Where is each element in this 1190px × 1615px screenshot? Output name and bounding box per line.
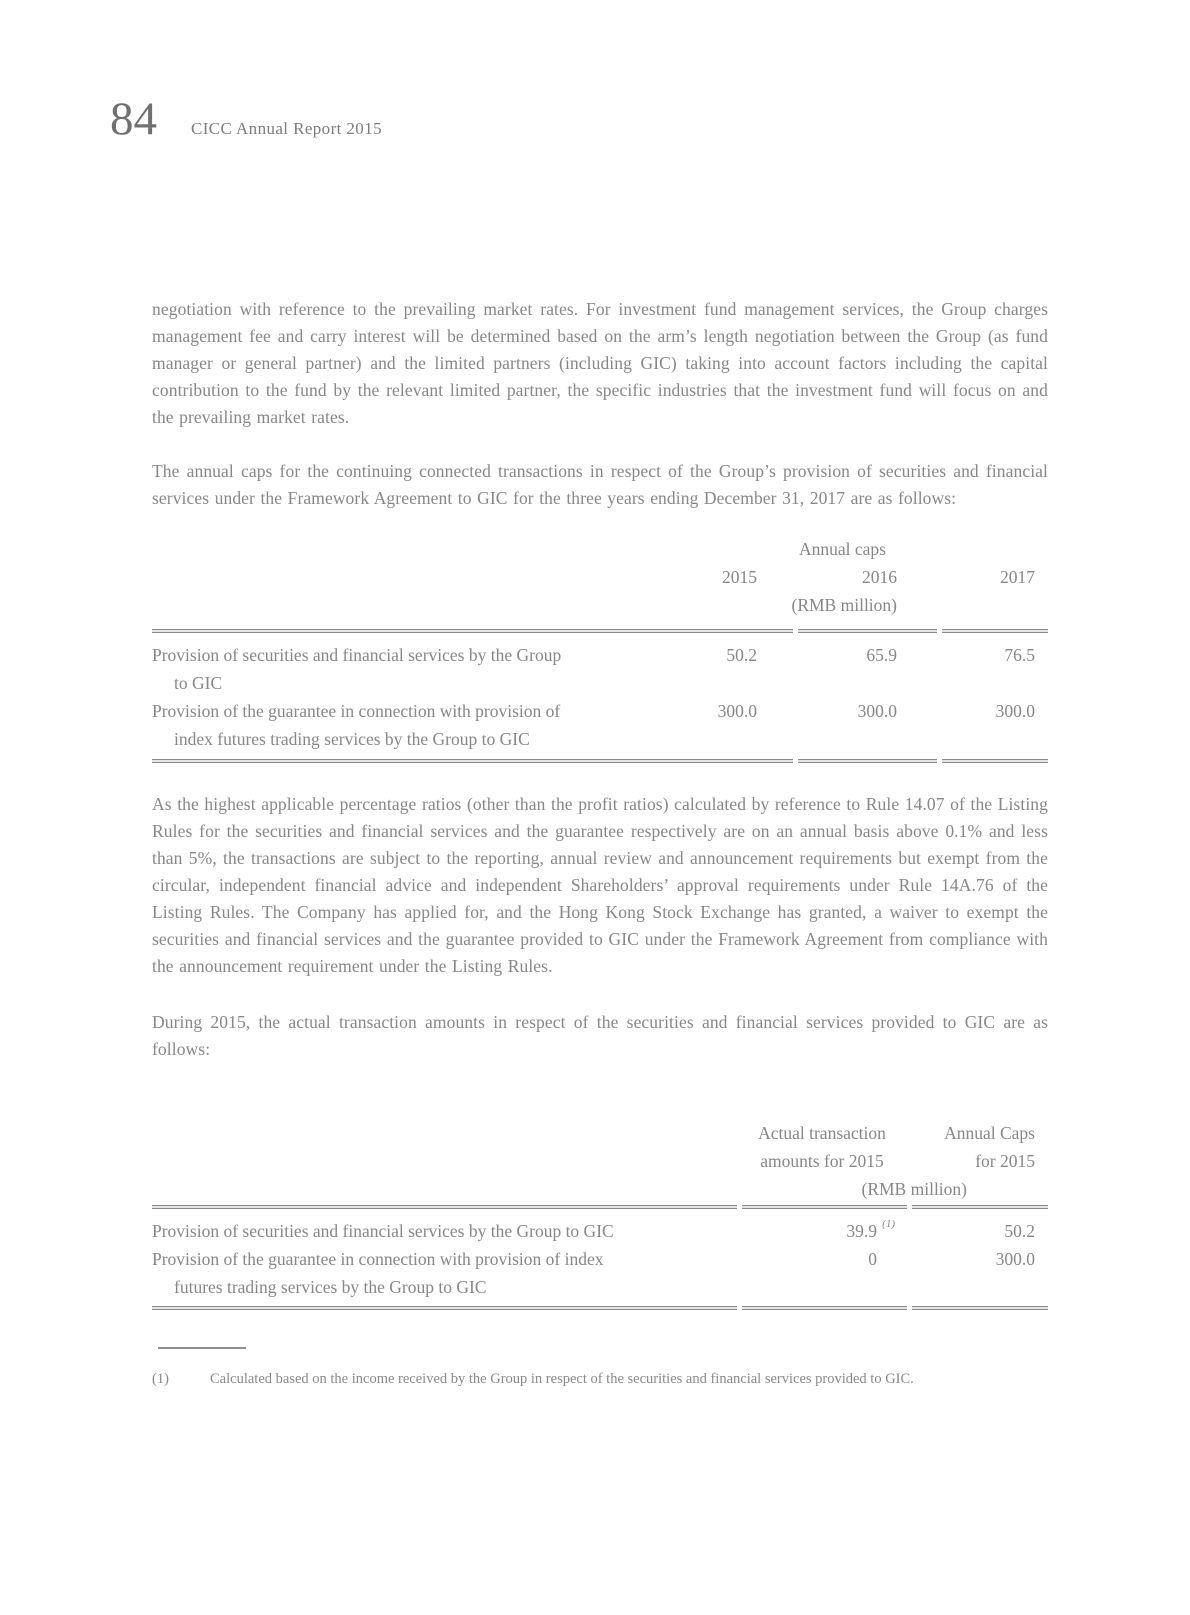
row-label-line2: index futures trading services by the Group to GIC: [174, 729, 530, 749]
cell-value: 65.9: [866, 645, 897, 665]
cell-value: 300.0: [995, 1249, 1035, 1269]
paragraph-annual-caps-intro: The annual caps for the continuing connected transactions in respect of the Group’s provision of securities and financial services under the Framework Agreement to GIC for the three years ending December 31, 2017 are as follows:: [152, 461, 1048, 508]
table-top-rule: [152, 629, 1048, 633]
row-label: [152, 697, 655, 753]
row-label-line1: Provision of the guarantee in connection with provision of: [152, 701, 561, 721]
actual-transactions-table: [152, 1119, 1048, 1310]
cell-value: 300.0: [857, 701, 897, 721]
table-row: [152, 697, 1048, 753]
row-label-line2: futures trading services by the Group to GIC: [174, 1277, 487, 1297]
table-header-row-line2: [152, 1147, 1048, 1175]
table-bottom-rule: [152, 759, 1048, 763]
cell-value: 300.0: [717, 701, 757, 721]
cell-value: 76.5: [1004, 645, 1035, 665]
row-label-line1: Provision of securities and financial services by the Group: [152, 645, 562, 665]
column-header-actual-transaction-line2: amounts for 2015: [760, 1151, 884, 1171]
table-caption: Annual caps: [799, 539, 886, 559]
row-label: [152, 1217, 737, 1245]
paragraph-listing-rules: As the highest applicable percentage ratios (other than the profit ratios) calculated by reference to Rule 14.07 of the Listing Rules for the securities and financial services and the guarantee respectively are on an annual basis above 0.1% and less than 5%, the transactions are subject to the reporting, annual review and announcement requirements but exempt from the circular, independent financial advice and independent Shareholders’ approval requirements under Rule 14A.76 of the Listing Rules. The Company has applied for, and the Hong Kong Stock Exchange has granted, a waiver to exempt the securities and financial services and the guarantee provided to GIC under the Framework Agreement from compliance with the announcement requirement under the Listing Rules.: [152, 794, 1048, 976]
table-header-row-line1: [152, 1119, 1048, 1147]
paragraph-actual-transactions-intro: During 2015, the actual transaction amounts in respect of the securities and financial services provided to GIC are as follows:: [152, 1012, 1048, 1059]
footnote-separator: [158, 1347, 246, 1349]
rule-segment: [152, 1205, 737, 1209]
cell-number: 0: [868, 1249, 877, 1269]
column-header-annual-caps: Annual Caps: [944, 1123, 1035, 1143]
row-label-line2: to GIC: [174, 673, 223, 693]
page-content: [152, 0, 1048, 1389]
column-header-actual-transaction: Actual transaction: [758, 1123, 886, 1143]
row-label: [152, 641, 655, 697]
table-year-header-row: [152, 563, 1048, 591]
annual-caps-table: [152, 535, 1048, 763]
rule-segment: [152, 1306, 737, 1310]
rule-segment: [942, 629, 1048, 633]
cell-value: 50.2: [726, 645, 757, 665]
table-row: [152, 1217, 1048, 1245]
row-label: [152, 1245, 737, 1301]
table-row: [152, 641, 1048, 697]
column-header-annual-caps-line2: for 2015: [975, 1151, 1035, 1171]
cell-value: [737, 1217, 907, 1245]
footnote-text: Calculated based on the income received by the Group in respect of the securities and financial services provided to GIC.: [210, 1371, 914, 1387]
row-label-line1: Provision of securities and financial services by the Group to GIC: [152, 1221, 614, 1241]
row-label-line1: Provision of the guarantee in connection with provision of index: [152, 1249, 604, 1269]
rule-segment: [742, 1205, 907, 1209]
rule-segment: [152, 629, 793, 633]
table-unit-label: (RMB million): [861, 1179, 967, 1199]
footnote: [152, 1369, 1048, 1389]
rule-segment: [798, 629, 937, 633]
rule-segment: [152, 759, 793, 763]
column-header-2016: 2016: [862, 567, 897, 587]
cell-number: 39.9: [846, 1221, 877, 1241]
rule-segment: [912, 1205, 1048, 1209]
column-header-2015: 2015: [722, 567, 757, 587]
footnote-reference: (1): [882, 1218, 895, 1230]
paragraph-market-rates: negotiation with reference to the prevailing market rates. For investment fund management services, the Group charges management fee and carry interest will be determined based on the arm’s length negotiation between the Group (as fund manager or general partner) and the limited partners (including GIC) taking into account factors including the capital contribution to the fund by the relevant limited partner, the specific industries that the investment fund will focus on and the prevailing market rates.: [152, 299, 1048, 427]
table-bottom-rule: [152, 1306, 1048, 1310]
page-number: 84: [110, 93, 157, 145]
footnote-marker: (1): [152, 1371, 169, 1387]
table-row: [152, 1245, 1048, 1301]
cell-value: 300.0: [995, 701, 1035, 721]
rule-segment: [942, 759, 1048, 763]
table-top-rule: [152, 1205, 1048, 1209]
cell-value: [737, 1245, 907, 1273]
column-header-2017: 2017: [1000, 567, 1035, 587]
rule-segment: [912, 1306, 1048, 1310]
rule-segment: [798, 759, 937, 763]
table-unit-label: (RMB million): [791, 595, 897, 615]
rule-segment: [742, 1306, 907, 1310]
report-title: CICC Annual Report 2015: [191, 119, 383, 138]
cell-value: 50.2: [1004, 1221, 1035, 1241]
